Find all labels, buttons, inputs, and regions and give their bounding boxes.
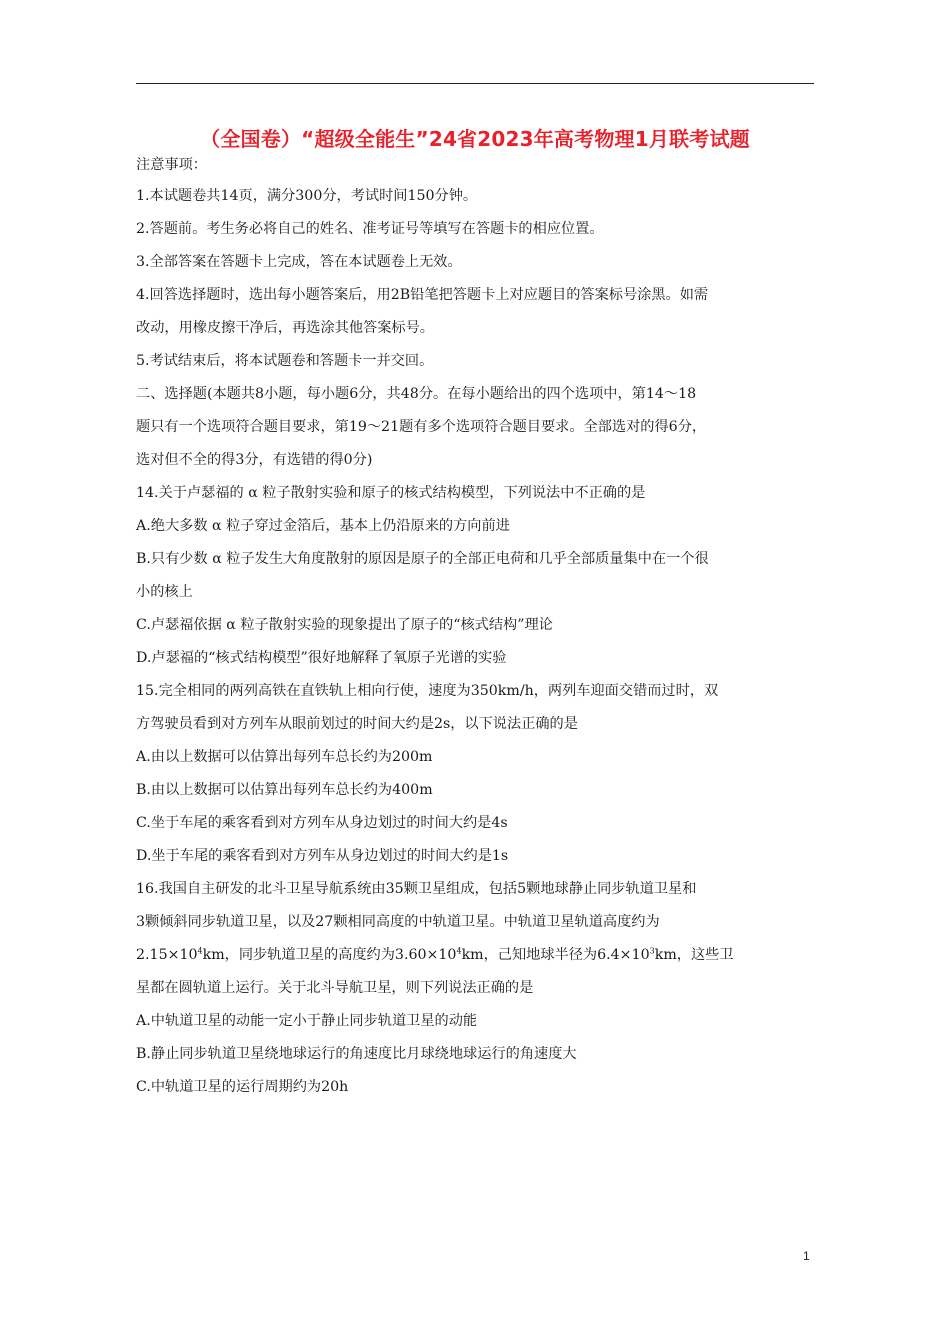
- q16-exponent-1: 4: [197, 946, 203, 956]
- notice-item: 3.全部答案在答题卡上完成，答在本试题卷上无效。: [136, 254, 462, 270]
- question-16-stem: 16.我国自主研发的北斗卫星导航系统由35颗卫星组成，包括5颗地球静止同步轨道卫星和: [136, 881, 697, 897]
- question-14-option-a: A.绝大多数 α 粒子穿过金箔后，基本上仍沿原来的方向前进: [136, 518, 510, 534]
- notice-item: 4.回答选择题时，选出每小题答案后，用2B铅笔把答题卡上对应题目的答案标号涂黑。如需: [136, 287, 709, 303]
- question-15-option-b: B.由以上数据可以估算出每列车总长约为400m: [136, 782, 433, 798]
- document-title: （全国卷）“超级全能生”24省2023年高考物理1月联考试题: [200, 127, 750, 151]
- notice-item: 2.答题前。考生务必将自己的姓名、准考证号等填写在答题卡的相应位置。: [136, 221, 604, 237]
- question-16-stem-cont: 3颗倾斜同步轨道卫星，以及27颗相同高度的中轨道卫星。中轨道卫星轨道高度约为: [136, 914, 660, 930]
- notice-item: 1.本试题卷共14页，满分300分，考试时间150分钟。: [136, 188, 478, 204]
- question-16-stem-values: [136, 946, 816, 979]
- q16-exponent-3: 3: [649, 946, 655, 956]
- question-15-option-c: C.坐于车尾的乘客看到对方列车从身边划过的时间大约是4s: [136, 815, 508, 831]
- notice-item: 改动，用橡皮擦干净后，再选涂其他答案标号。: [136, 320, 434, 336]
- question-15-option-d: D.坐于车尾的乘客看到对方列车从身边划过的时间大约是1s: [136, 848, 509, 864]
- question-14-option-b-cont: 小的核上: [136, 584, 193, 600]
- question-16-stem-end: 星都在圆轨道上运行。关于北斗导航卫星，则下列说法正确的是: [136, 980, 534, 996]
- question-14-option-c: C.卢瑟福依据 α 粒子散射实验的现象提出了原子的“核式结构”理论: [136, 617, 553, 633]
- q16-value-2: km，同步轨道卫星的高度约为3.60×10: [202, 947, 457, 963]
- notice-item: 5.考试结束后，将本试题卷和答题卡一并交回。: [136, 353, 434, 369]
- question-15-stem-cont: 方驾驶员看到对方列车从眼前划过的时间大约是2s，以下说法正确的是: [136, 716, 578, 732]
- question-16-option-b: B.静止同步轨道卫星绕地球运行的角速度比月球绕地球运行的角速度大: [136, 1046, 577, 1062]
- page-number: 1: [803, 1249, 810, 1263]
- question-16-option-a: A.中轨道卫星的动能一定小于静止同步轨道卫星的动能: [136, 1013, 478, 1029]
- question-14-stem: 14.关于卢瑟福的 α 粒子散射实验和原子的核式结构模型，下列说法中不正确的是: [136, 485, 646, 501]
- q16-value-1: 2.15×10: [136, 947, 198, 963]
- section-instruction: 选对但不全的得3分，有选错的得0分): [136, 452, 373, 468]
- question-14-option-b: B.只有少数 α 粒子发生大角度散射的原因是原子的全部正电荷和几乎全部质量集中在一个很: [136, 551, 709, 567]
- question-16-option-c: C.中轨道卫星的运行周期约为20h: [136, 1079, 349, 1095]
- section-instruction: 题只有一个选项符合题目要求，第19～21题有多个选项符合题目要求。全部选对的得6分，: [136, 419, 707, 435]
- header-rule: [136, 83, 814, 84]
- question-15-stem: 15.完全相同的两列高铁在直铁轨上相向行使，速度为350km/h，两列车迎面交错而过时，双: [136, 683, 719, 699]
- q16-value-4: km，这些卫: [654, 947, 734, 963]
- question-15-option-a: A.由以上数据可以估算出每列车总长约为200m: [136, 749, 433, 765]
- section-instruction: 二、选择题(本题共8小题，每小题6分，共48分。在每小题给出的四个选项中，第14～18: [136, 386, 697, 402]
- document-body: [136, 156, 816, 1111]
- question-14-option-d: D.卢瑟福的“核式结构模型”很好地解释了氧原子光谱的实验: [136, 650, 507, 666]
- notice-heading: 注意事项：: [136, 157, 207, 173]
- q16-value-3: km，己知地球半径为6.4×10: [461, 947, 650, 963]
- q16-exponent-2: 4: [456, 946, 462, 956]
